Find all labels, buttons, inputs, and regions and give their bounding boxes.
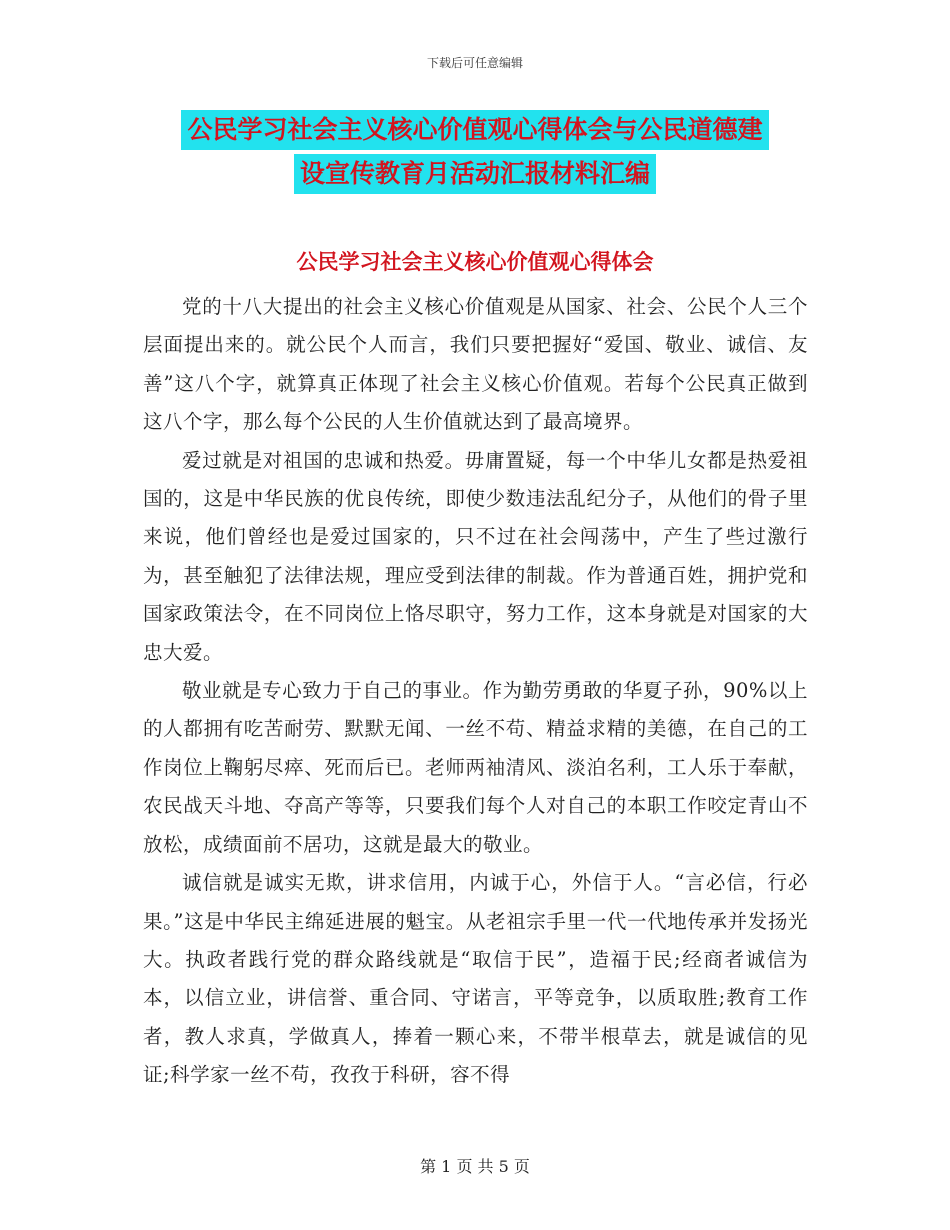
title-highlight-2: 设宣传教育月活动汇报材料汇编 (294, 154, 656, 194)
paragraph-2: 爱过就是对祖国的忠诚和热爱。毋庸置疑，每一个中华儿女都是热爱祖国的，这是中华民族的优良传统，即使少数违法乱纪分子，从他们的骨子里来说，他们曾经也是爱过国家的，只不过在社会闯荡中，产生了些过激行为，甚至触犯了法律法规，理应受到法律的制裁。作为普通百姓，拥护党和国家政策法令，在不同岗位上恪尽职守，努力工作，这本身就是对国家的大忠大爱。 (143, 448, 808, 664)
paragraph-4: 诚信就是诚实无欺，讲求信用，内诚于心，外信于人。“言必信，行必果。”这是中华民主绵延进展的魁宝。从老祖宗手里一代一代地传承并发扬光大。执政者践行党的群众路线就是“取信于民”，造福于民;经商者诚信为本，以信立业，讲信誉、重合同、守诺言，平等竞争，以质取胜;教育工作者，教人求真，学做真人，捧着一颗心来，不带半根草去，就是诚信的见证;科学家一丝不苟，孜孜于科研，容不得 (143, 871, 808, 1087)
page-footer: 第 1 页 共 5 页 (420, 1157, 530, 1176)
section-title: 公民学习社会主义核心价值观心得体会 (296, 249, 654, 274)
document-title-line-2 (145, 154, 805, 194)
paragraph-1: 党的十八大提出的社会主义核心价值观是从国家、社会、公民个人三个层面提出来的。就公民个人而言，我们只要把握好“爱国、敬业、诚信、友善”这八个字，就算真正体现了社会主义核心价值观。若每个公民真正做到这八个字，那么每个公民的人生价值就达到了最高境界。 (143, 295, 808, 434)
document-title-line-1 (145, 110, 805, 150)
paragraph-3: 敬业就是专心致力于自己的事业。作为勤劳勇敢的华夏子孙，90%以上的人都拥有吃苦耐劳、默默无闻、一丝不苟、精益求精的美德，在自己的工作岗位上鞠躬尽瘁、死而后已。老师两袖清风、淡泊名利，工人乐于奉献，农民战天斗地、夺高产等等，只要我们每个人对自己的本职工作咬定青山不放松，成绩面前不居功，这就是最大的敬业。 (143, 679, 808, 856)
body-text (143, 288, 808, 1095)
title-highlight-1: 公民学习社会主义核心价值观心得体会与公民道德建 (181, 110, 768, 150)
header-note: 下载后可任意编辑 (426, 56, 523, 70)
